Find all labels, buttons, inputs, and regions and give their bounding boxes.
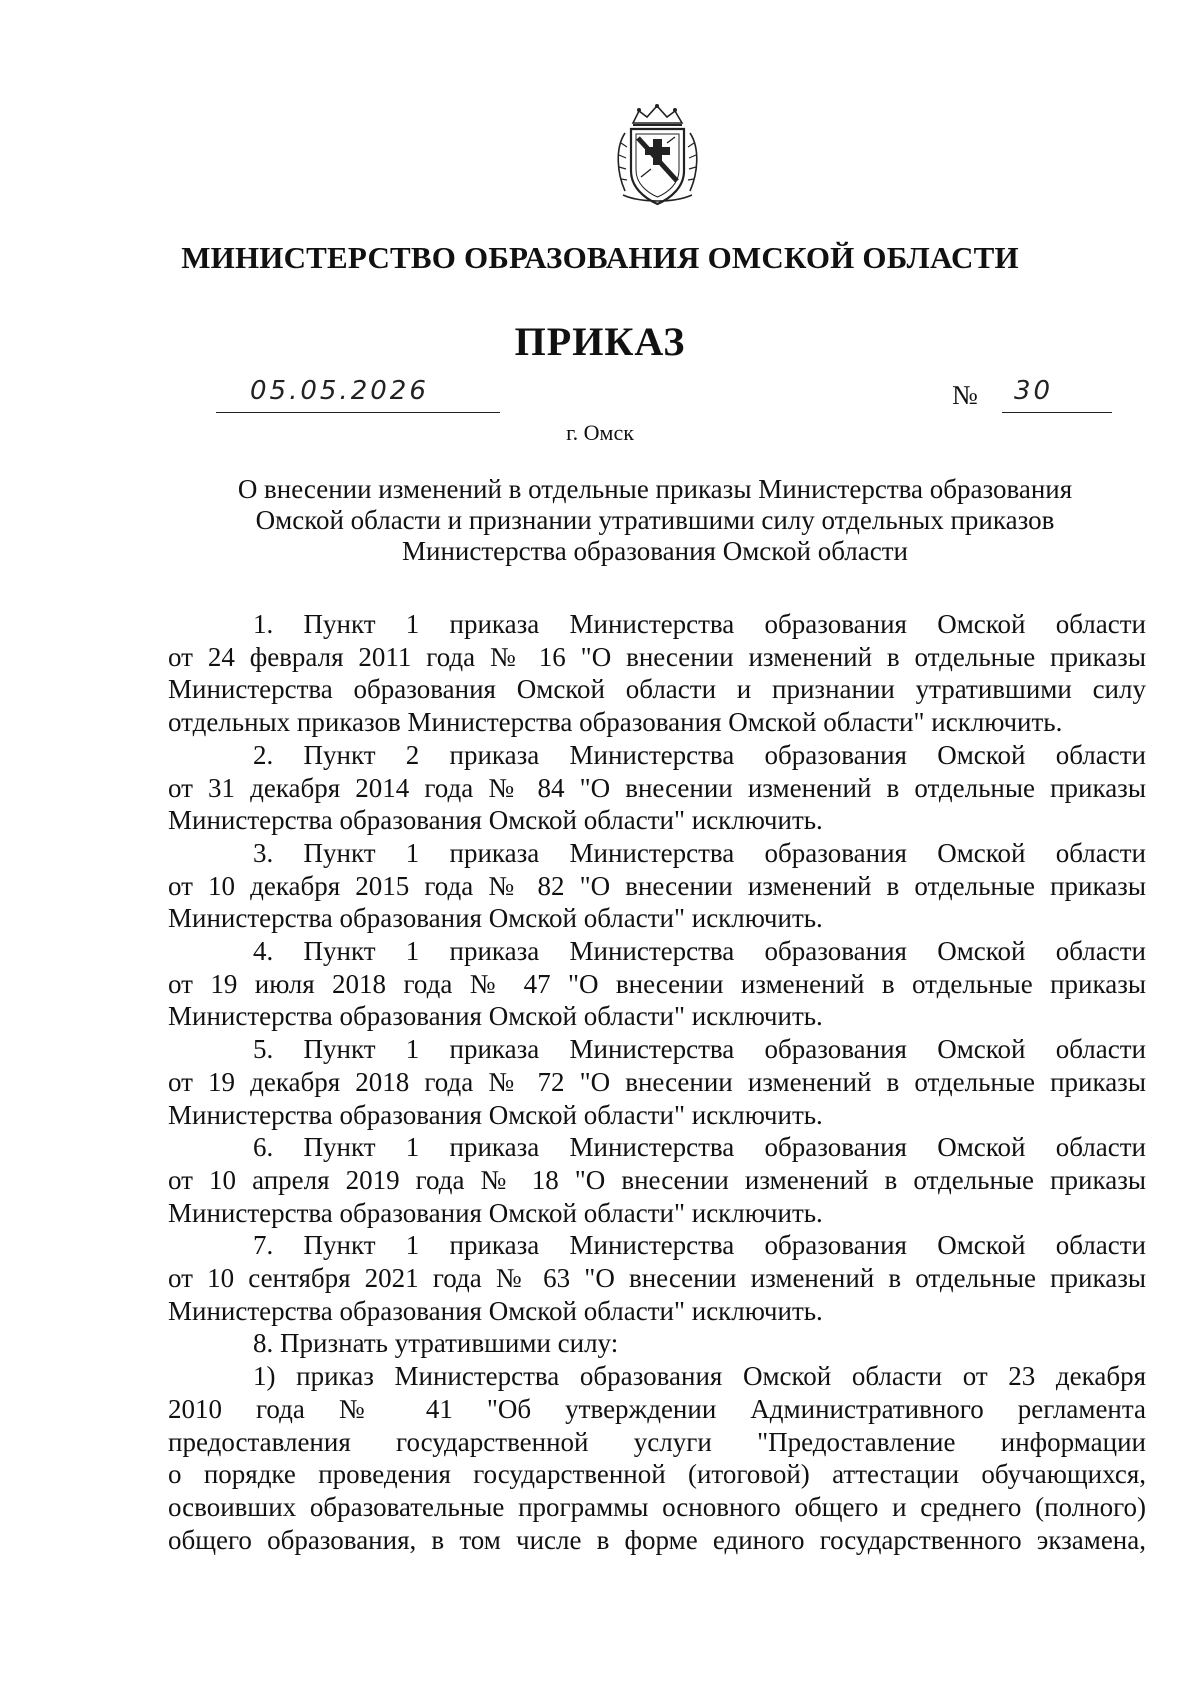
item-line: 5. Пункт 1 приказа Министерства образования Омской области <box>253 1034 1146 1065</box>
item-line: от 10 апреля 2019 года № 18 "О внесении изменений в отдельные приказы <box>168 1164 1146 1195</box>
order-date-field <box>216 376 500 413</box>
item-line: Министерства образования Омской области" исключить. <box>168 1099 823 1130</box>
order-item-1 <box>168 608 1146 739</box>
item-line: Министерства образования Омской области" исключить. <box>168 903 823 934</box>
order-date-handwritten: 05.05.2026 <box>250 376 429 406</box>
item-line: 1. Пункт 1 приказа Министерства образования Омской области <box>253 609 1146 639</box>
item-line: 2010 года № 41 "Об утверждении Административного регламента <box>168 1393 1146 1424</box>
item-line: от 31 декабря 2014 года № 84 "О внесении изменений в отдельные приказы <box>168 772 1146 803</box>
document-type-title: ПРИКАЗ <box>514 319 686 364</box>
order-body <box>168 608 1146 1556</box>
item-line: от 10 декабря 2015 года № 82 "О внесении изменений в отдельные приказы <box>168 870 1146 901</box>
item-line: Министерства образования Омской области" исключить. <box>168 1001 823 1032</box>
item-line: 2. Пункт 2 приказа Министерства образования Омской области <box>253 739 1146 770</box>
order-item-8-subitem-1 <box>168 1360 1146 1556</box>
item-line: о порядке проведения государственной (итоговой) аттестации обучающихся, <box>168 1459 1146 1490</box>
coat-of-arms-emblem <box>611 103 704 208</box>
subject-line: Министерства образования Омской области <box>402 536 908 566</box>
item-line: Министерства образования Омской области" исключить. <box>168 805 823 836</box>
number-sign: № <box>952 380 978 410</box>
city-name: г. Омск <box>566 420 634 445</box>
item-line: Министерства образования Омской области" исключить. <box>168 1295 823 1326</box>
item-line: от 19 декабря 2018 года № 72 "О внесении изменений в отдельные приказы <box>168 1066 1146 1097</box>
item-line: общего образования, в том числе в форме единого государственного экзамена, <box>168 1524 1146 1555</box>
item-line: предоставления государственной услуги "Предоставление информации <box>168 1426 1146 1457</box>
order-number-block <box>952 376 1112 414</box>
order-number-handwritten: 30 <box>1014 376 1054 406</box>
ministry-name: МИНИСТЕРСТВО ОБРАЗОВАНИЯ ОМСКОЙ ОБЛАСТИ <box>181 240 1019 275</box>
item-line: от 10 сентября 2021 года № 63 "О внесении изменений в отдельные приказы <box>168 1263 1146 1294</box>
item-line: от 24 февраля 2011 года № 16 "О внесении изменений в отдельные приказы <box>168 641 1146 672</box>
item-line: Министерства образования Омской области и признании утратившими силу <box>168 674 1146 705</box>
item-line: 4. Пункт 1 приказа Министерства образования Омской области <box>253 936 1146 967</box>
item-line: отдельных приказов Министерства образования Омской области" исключить. <box>168 707 1063 738</box>
item-line: 3. Пункт 1 приказа Министерства образования Омской области <box>253 837 1146 868</box>
order-item-7 <box>168 1229 1146 1327</box>
order-number-field <box>1002 376 1112 413</box>
order-item-3 <box>168 837 1146 935</box>
item-line: 1) приказ Министерства образования Омской области от 23 декабря <box>253 1361 1146 1392</box>
item-line: 7. Пункт 1 приказа Министерства образования Омской области <box>253 1230 1146 1261</box>
item-line: Министерства образования Омской области" исключить. <box>168 1197 823 1228</box>
order-item-6 <box>168 1131 1146 1229</box>
item-line: 6. Пункт 1 приказа Министерства образования Омской области <box>253 1132 1146 1163</box>
order-subject <box>190 474 1120 567</box>
subject-line: Омской области и признании утратившими силу отдельных приказов <box>255 505 1055 535</box>
item-line: от 19 июля 2018 года № 47 "О внесении изменений в отдельные приказы <box>168 968 1146 999</box>
order-item-4 <box>168 935 1146 1033</box>
order-item-5 <box>168 1033 1146 1131</box>
order-item-8-heading: 8. Признать утратившими силу: <box>253 1328 619 1359</box>
item-line: освоивших образовательные программы основного общего и среднего (полного) <box>168 1491 1146 1522</box>
order-item-2 <box>168 739 1146 837</box>
subject-line: О внесении изменений в отдельные приказы Министерства образования <box>237 474 1073 504</box>
